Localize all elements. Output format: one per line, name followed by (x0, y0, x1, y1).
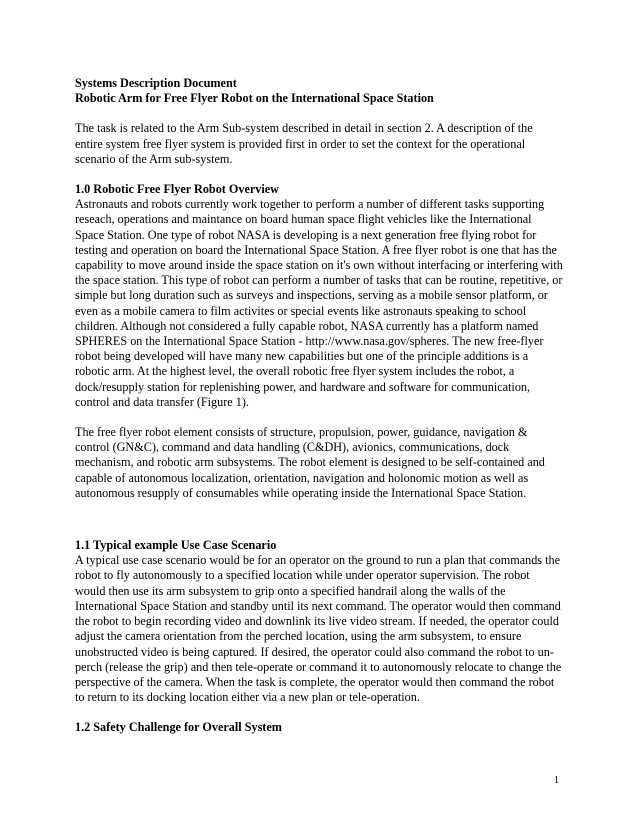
section-1-0-paragraph-1: Astronauts and robots currently work together to perform a number of different tasks supporting reseach, operations and maintance on board human space flight vehicles like the International Space Station. One type of robot NASA is developing is a next generation free flying robot for testing and operation on board the International Space Station. A free flyer robot is one that has the capability to move around inside the space station on it's own without interfacing or interfering with the space station. This type of robot can perform a number of tasks that can be routine, repetitive, or simple but long duration such as surveys and inspections, serving as a mobile sensor platform, or even as a mobile camera to film activites or special events like astronauts speaking to school children. Although not considered a fully capable robot, NASA currently has a platform named SPHERES on the International Space Station - http://www.nasa.gov/spheres. The new free-flyer robot being developed will have many new capabilities but one of the principle additions is a robotic arm. At the highest level, the overall robotic free flyer system includes the robot, a dock/resupply station for replenishing power, and hardware and software for communication, control and data transfer (Figure 1). (75, 197, 563, 409)
section-1-1-heading: 1.1 Typical example Use Case Scenario (75, 538, 277, 553)
spacer (75, 705, 563, 720)
section-1-0-paragraph-2: The free flyer robot element consists of structure, propulsion, power, guidance, navigation & control (GN&C), command and data handling (C&DH), avionics, communications, dock mechanism, and robotic arm subsystems. The robot element is designed to be self-contained and capable of autonomous localization, orientation, navigation and holonomic motion as well as autonomous resupply of consumables while operating inside the International Space Station. (75, 425, 545, 500)
spacer (75, 106, 563, 121)
spacer (75, 410, 563, 425)
section-1-1-paragraph: A typical use case scenario would be for an operator on the ground to run a plan that commands the robot to fly autonomously to a specified location while under operator supervision. The robot would then use its arm subsystem to grip onto a specified handrail along the walls of the International Space Station and standby until its next command. The operator would then command the robot to begin recording video and downlink its live video stream. If needed, the operator could adjust the camera orientation from the perched location, using the arm subsystem, to ensure unobstructed video is being captured. If desired, the operator could also command the robot to un-perch (release the grip) and then tele-operate or command it to autonomously relocate to change the perspective of the camera. When the task is complete, the operator would then command the robot to return to its docking location either via a new plan or tele-operation. (75, 553, 562, 705)
section-1-2-heading: 1.2 Safety Challenge for Overall System (75, 720, 282, 735)
document-title (75, 76, 563, 106)
document-title-line-2: Robotic Arm for Free Flyer Robot on the International Space Station (75, 91, 434, 106)
intro-paragraph: The task is related to the Arm Sub-system described in detail in section 2. A description of the entire system free flyer system is provided first in order to set the context for the operational scenario of the Arm sub-system. (75, 121, 533, 166)
spacer (75, 501, 563, 538)
page-number: 1 (554, 775, 559, 786)
document-title-line-1: Systems Description Document (75, 76, 237, 90)
section-1-2 (75, 720, 563, 735)
section-1-1 (75, 538, 563, 705)
section-1-0-heading: 1.0 Robotic Free Flyer Robot Overview (75, 182, 279, 197)
spacer (75, 167, 563, 182)
section-1-0 (75, 182, 563, 501)
page-content (75, 76, 563, 736)
